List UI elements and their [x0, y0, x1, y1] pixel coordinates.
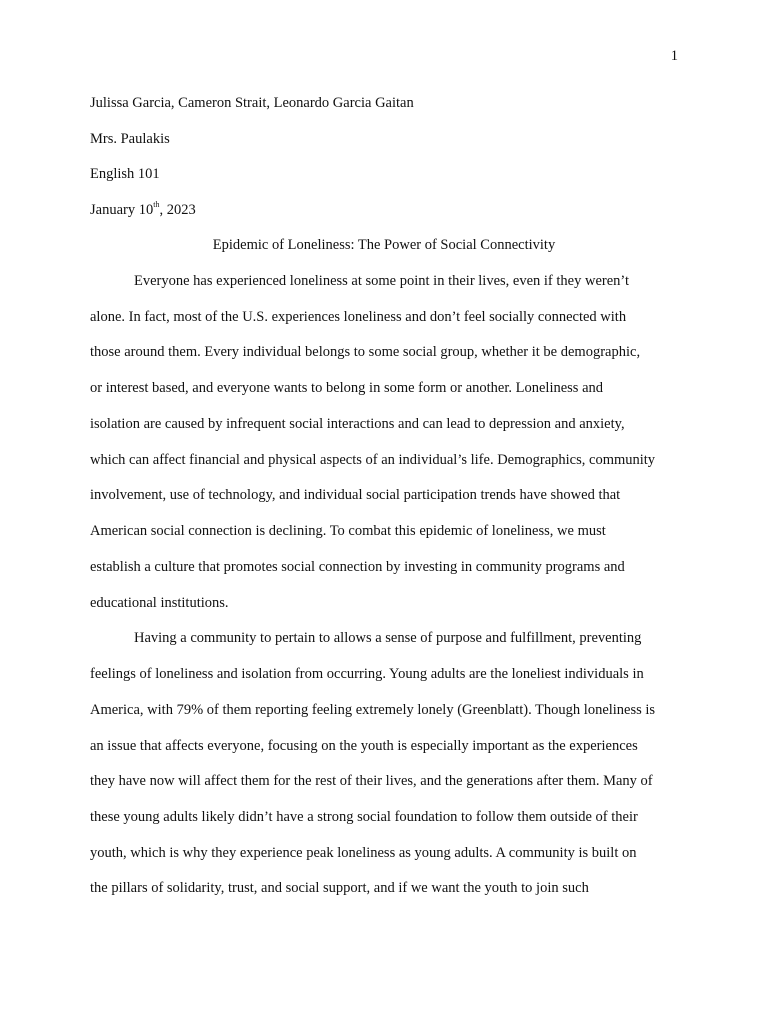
paragraph-line: they have now will affect them for the rest of their lives, and the generations after them. Many of [90, 773, 653, 789]
date-year: , 2023 [159, 202, 196, 218]
course-name: English 101 [90, 166, 160, 182]
instructor-name: Mrs. Paulakis [90, 131, 170, 147]
paragraph-line: feelings of loneliness and isolation from occurring. Young adults are the loneliest individuals in [90, 666, 644, 682]
paragraph-line: isolation are caused by infrequent social interactions and can lead to depression and anxiety, [90, 416, 625, 432]
paragraph-line: Having a community to pertain to allows a sense of purpose and fulfillment, preventing [134, 630, 642, 646]
paragraph-line: educational institutions. [90, 595, 229, 611]
paragraph-line: American social connection is declining. To combat this epidemic of loneliness, we must [90, 523, 606, 539]
essay-date [90, 201, 196, 219]
paragraph-line: youth, which is why they experience peak loneliness as young adults. A community is built on [90, 845, 637, 861]
paragraph-line: these young adults likely didn’t have a strong social foundation to follow them outside of their [90, 809, 638, 825]
paragraph-line: which can affect financial and physical aspects of an individual’s life. Demographics, community [90, 452, 656, 468]
paragraph-line: involvement, use of technology, and individual social participation trends have showed that [90, 487, 621, 503]
page-number: 1 [670, 48, 678, 64]
date-month-day: January 10 [90, 202, 154, 218]
paragraph-line: alone. In fact, most of the U.S. experiences loneliness and don’t feel socially connected with [90, 309, 627, 325]
essay-title: Epidemic of Loneliness: The Power of Social Connectivity [212, 237, 556, 253]
paragraph-line: or interest based, and everyone wants to belong in some form or another. Loneliness and [90, 380, 604, 396]
paragraph-line: the pillars of solidarity, trust, and social support, and if we want the youth to join such [90, 880, 589, 896]
paragraph-line: an issue that affects everyone, focusing on the youth is especially important as the experiences [90, 738, 638, 754]
author-names: Julissa Garcia, Cameron Strait, Leonardo Garcia Gaitan [90, 95, 414, 111]
paragraph-line: establish a culture that promotes social connection by investing in community programs and [90, 559, 625, 575]
paragraph-line: America, with 79% of them reporting feeling extremely lonely (Greenblatt). Though loneliness is [90, 702, 656, 718]
date-ordinal-suffix: th [153, 200, 160, 210]
paragraph-line: Everyone has experienced loneliness at some point in their lives, even if they weren’t [134, 273, 629, 289]
paragraph-line: those around them. Every individual belongs to some social group, whether it be demographic, [90, 344, 641, 360]
